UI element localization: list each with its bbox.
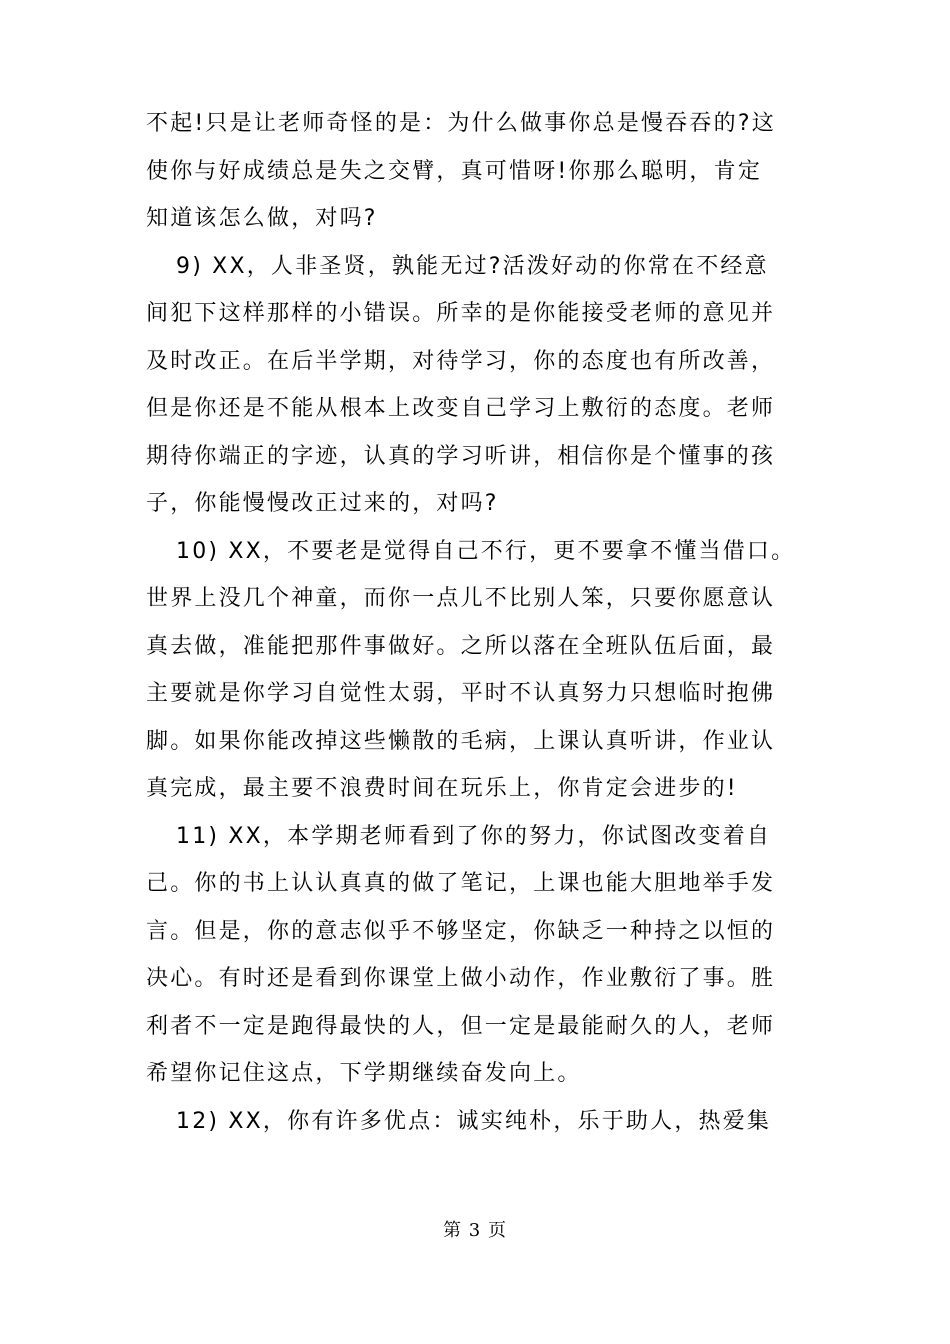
text-line: 及时改正。在后半学期，对待学习，你的态度也有所改善，	[146, 348, 776, 374]
text-line: 不起!只是让老师奇怪的是：为什么做事你总是慢吞吞的?这	[146, 111, 776, 136]
text-line: 世界上没几个神童，而你一点儿不比别人笨，只要你愿意认	[146, 586, 776, 611]
paragraph-start-9: 9) XX，人非圣贤，孰能无过?活泼好动的你常在不经意	[176, 253, 769, 279]
text-line: 言。但是，你的意志似乎不够坚定，你缺乏一种持之以恒的	[146, 918, 776, 944]
document-body	[146, 100, 806, 1145]
text-line: 间犯下这样那样的小错误。所幸的是你能接受老师的意见并	[146, 301, 776, 326]
paragraph-start-11: 11) XX，本学期老师看到了你的努力，你试图改变着自	[176, 823, 772, 849]
text-line: 希望你记住这点，下学期继续奋发向上。	[146, 1061, 582, 1086]
paragraph-start-12: 12) XX，你有许多优点：诚实纯朴，乐于助人，热爱集	[176, 1108, 772, 1134]
text-line: 利者不一定是跑得最快的人，但一定是最能耐久的人，老师	[146, 1013, 776, 1039]
page-number: 第 3 页	[443, 1220, 507, 1241]
text-line: 真完成，最主要不浪费时间在玩乐上，你肯定会进步的!	[146, 776, 738, 801]
text-line: 使你与好成绩总是失之交臂，真可惜呀!你那么聪明，肯定	[146, 158, 763, 184]
text-line: 但是你还是不能从根本上改变自己学习上敷衍的态度。老师	[146, 396, 776, 421]
text-line: 己。你的书上认认真真的做了笔记，上课也能大胆地举手发	[146, 871, 776, 896]
text-line: 脚。如果你能改掉这些懒散的毛病，上课认真听讲，作业认	[146, 728, 776, 754]
text-line: 知道该怎么做，对吗?	[146, 206, 378, 231]
text-line: 期待你端正的字迹，认真的学习听讲，相信你是个懂事的孩	[146, 443, 776, 469]
text-line: 决心。有时还是看到你课堂上做小动作，作业敷衍了事。胜	[146, 966, 776, 991]
text-line: 子，你能慢慢改正过来的，对吗?	[146, 491, 499, 516]
text-line: 主要就是你学习自觉性太弱，平时不认真努力只想临时抱佛	[146, 681, 776, 706]
text-line: 真去做，准能把那件事做好。之所以落在全班队伍后面，最	[146, 633, 776, 659]
paragraph-start-10: 10) XX，不要老是觉得自己不行，更不要拿不懂当借口。	[176, 538, 796, 564]
